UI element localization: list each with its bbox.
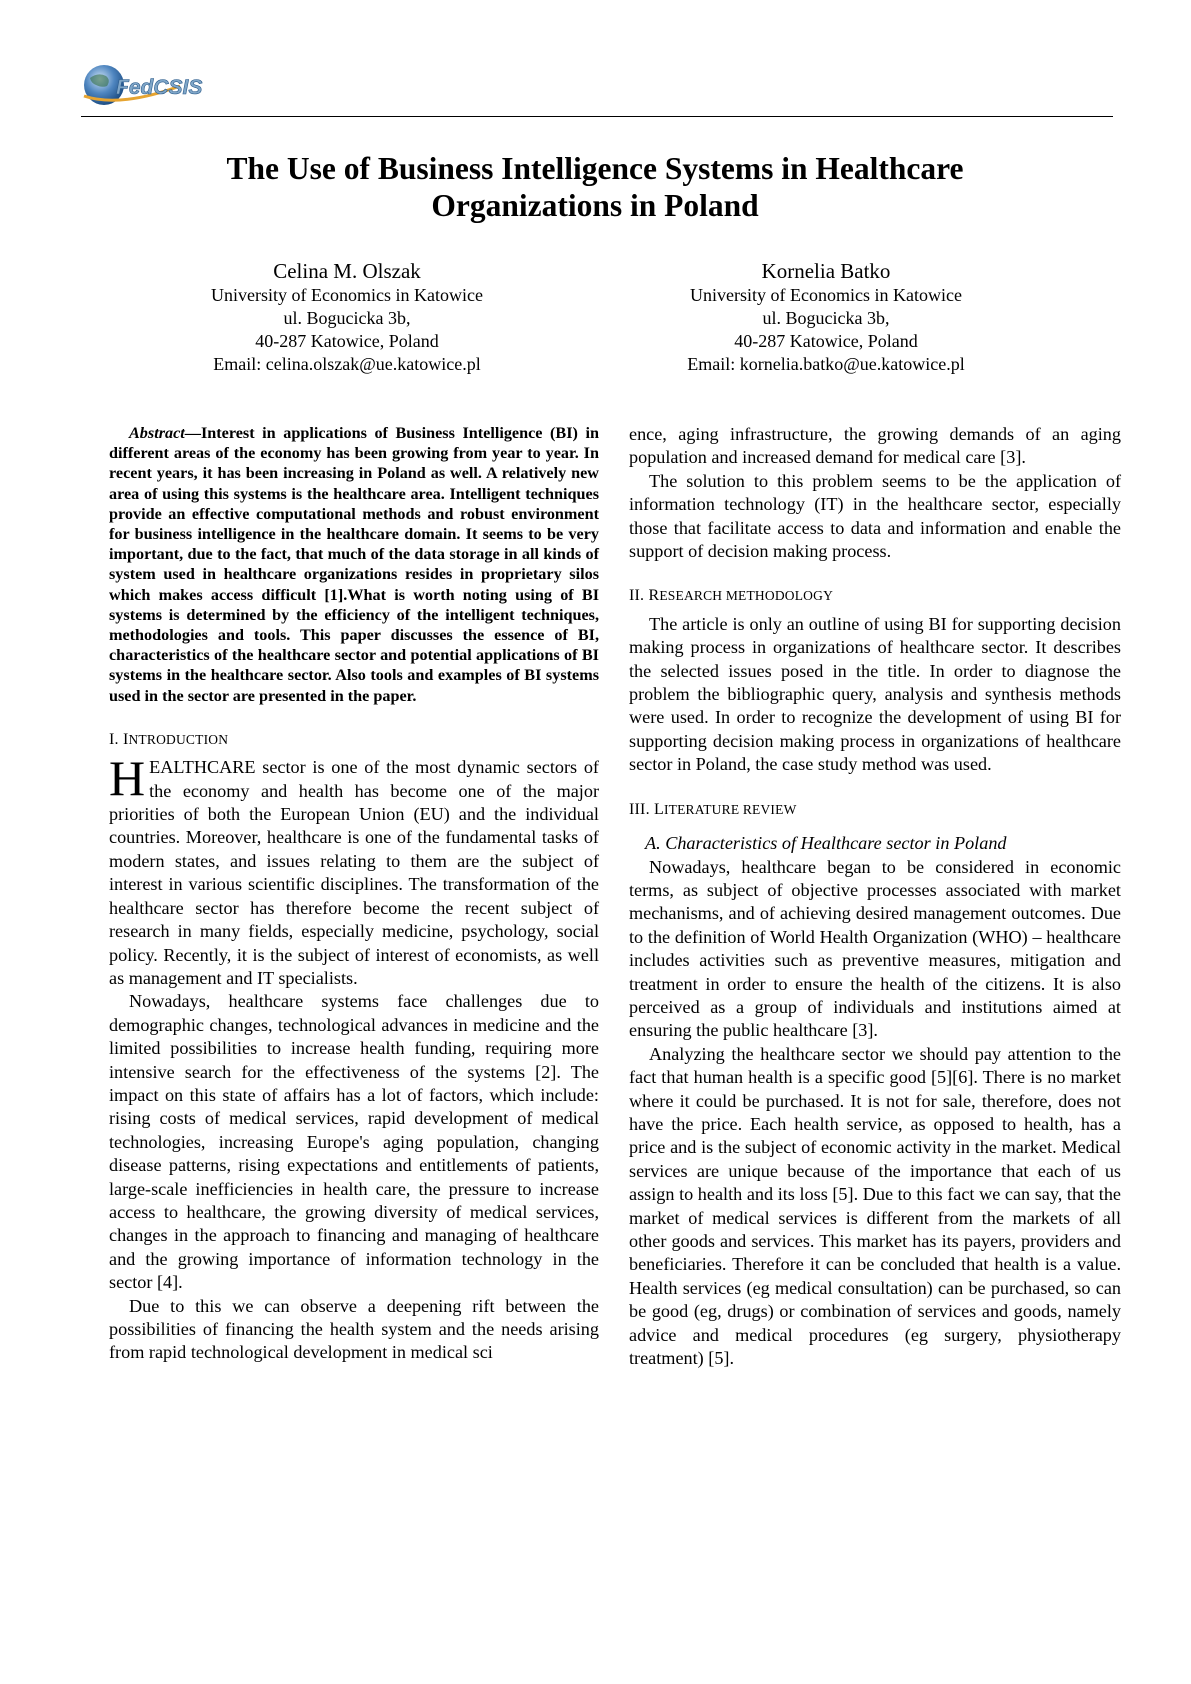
author-name: Kornelia Batko xyxy=(761,259,891,283)
globe-icon xyxy=(80,58,203,110)
author-email: Email: celina.olszak@ue.katowice.pl xyxy=(213,354,481,374)
author-city: 40-287 Katowice, Poland xyxy=(255,331,439,351)
author-street: ul. Bogucicka 3b, xyxy=(283,308,411,328)
author-affiliation: University of Economics in Katowice xyxy=(690,285,962,305)
section-heading-introduction: I. INTRODUCTION xyxy=(109,730,229,748)
logo-text: FedCSIS xyxy=(116,76,203,99)
title-line-2: Organizations in Poland xyxy=(431,188,759,223)
literature-paragraph-2: Analyzing the healthcare sector we should pay attention to the fact that human health is a specific good [5][6]. There is no market where it could be purchased. It is not for sale, therefore, does not have the price. Each health service, as opposed to health, has a price and is the subject of economic activity in the market. Medical services are unique because of the importance that each of us assign to health and its loss [5]. Due to this fact we can say, that the market of medical services is different from the markets of all other goods and services. This market has its payers, providers and beneficiaries. Therefore it can be concluded that health is a value. Health services (eg medical consultation) can be purchased, so can be good (eg, drugs) or combination of services and goods, namely advice and medical procedures (eg surgery, physiotherapy treatment) [5]. xyxy=(629,1043,1121,1369)
page-title xyxy=(100,150,1090,224)
author-name: Celina M. Olszak xyxy=(273,259,421,283)
literature-paragraph-1: Nowadays, healthcare began to be considered in economic terms, as subject of objective processes associated with market mechanisms, and of achieving desired management outcomes. Due to the definition of World Health Organization (WHO) – healthcare includes activities such as preventive measures, mitigation and treatment in order to ensure the health of the citizens. It is also perceived as a group of individuals and institutions aimed at ensuring the public healthcare [3]. xyxy=(629,856,1121,1041)
right-column xyxy=(629,423,1121,1370)
abstract-label: Abstract xyxy=(129,424,185,442)
drop-cap: H xyxy=(109,750,146,807)
section-heading-literature: III. LITERATURE REVIEW xyxy=(629,800,797,818)
author-affiliation: University of Economics in Katowice xyxy=(211,285,483,305)
author-email: Email: kornelia.batko@ue.katowice.pl xyxy=(687,354,965,374)
intro-paragraph-2: Nowadays, healthcare systems face challenges due to demographic changes, technological advances in medicine and the limited possibilities to increase health funding, requiring more intensive search for the effectiveness of the systems [2]. The impact on this state of affairs has a lot of factors, which include: rising costs of medical services, rapid development of medical technologies, increasing Europe's aging population, changing disease patterns, rising expectations and entitlements of patients, large-scale inefficiencies in health care, the pressure to increase access to healthcare, the growing diversity of medical services, changes in the approach to financing and managing of healthcare and the growing importance of information technology in the sector [4]. xyxy=(109,991,599,1293)
abstract xyxy=(109,423,599,706)
author-city: 40-287 Katowice, Poland xyxy=(734,331,918,351)
header-rule xyxy=(81,116,1113,117)
author-street: ul. Bogucicka 3b, xyxy=(762,308,890,328)
intro-paragraph-3: Due to this we can observe a deepening rift between the possibilities of financing the health system and the needs arising from rapid technological development in medical sci xyxy=(109,1295,599,1363)
subsection-heading: A. Characteristics of Healthcare sector in Poland xyxy=(645,833,1007,854)
intro-paragraph-1: HEALTHCARE sector is one of the most dynamic sectors of the economy and health has become one of the major priorities of both the European Union (EU) and the individual countries. Moreover, healthcare is one of the fundamental tasks of modern states, and issues relating to them are the subject of interest in various scientific disciplines. The transformation of the healthcare sector has therefore become the recent subject of research in many fields, especially medicine, psychology, social policy. Recently, it is the subject of interest of economists, as well as management and IT specialists. xyxy=(109,750,599,988)
left-column xyxy=(109,423,599,1365)
abstract-text: —Interest in applications of Business Intelligence (BI) in different areas of the economy has been growing from year to year. In recent years, it has been increasing in Poland as well. A relatively new area of using this systems is the healthcare area. Intelligent techniques provide an effective computational methods and robust environment for business intelligence in the healthcare domain. It seems to be very important, due to the fact, that much of the data storage in all kinds of system used in healthcare organizations resides in proprietary silos which makes access difficult [1].What is worth noting using of BI systems is determined by the efficiency of the intelligent techniques, methodologies and tools. This paper discusses the essence of BI, characteristics of the healthcare sector and potential applications of BI systems in the healthcare sector. Also tools and examples of BI systems used in the sector are presented in the paper. xyxy=(109,424,599,705)
section-heading-methodology: II. RESEARCH METHODOLOGY xyxy=(629,587,834,605)
conference-logo xyxy=(80,58,203,110)
author-block-1 xyxy=(137,258,557,376)
methodology-paragraph: The article is only an outline of using BI for supporting decision making process in organizations of healthcare sector. It describes the selected issues posed in the title. In order to diagnose the problem the bibliographic query, analysis and synthesis methods were used. In order to recognize the development of using BI for supporting decision making process in organizations of healthcare sector in Poland, the case study method was used. xyxy=(629,613,1121,775)
intro-paragraph-4: The solution to this problem seems to be the application of information technology (IT) in the healthcare sector, especially those that facilitate access to data and information and enable the support of decision making process. xyxy=(629,470,1121,562)
title-line-1: The Use of Business Intelligence Systems in Healthcare xyxy=(226,151,964,186)
author-block-2 xyxy=(616,258,1036,376)
intro-paragraph-3-continued: ence, aging infrastructure, the growing demands of an aging population and increased demand for medical care [3]. xyxy=(629,424,1121,468)
